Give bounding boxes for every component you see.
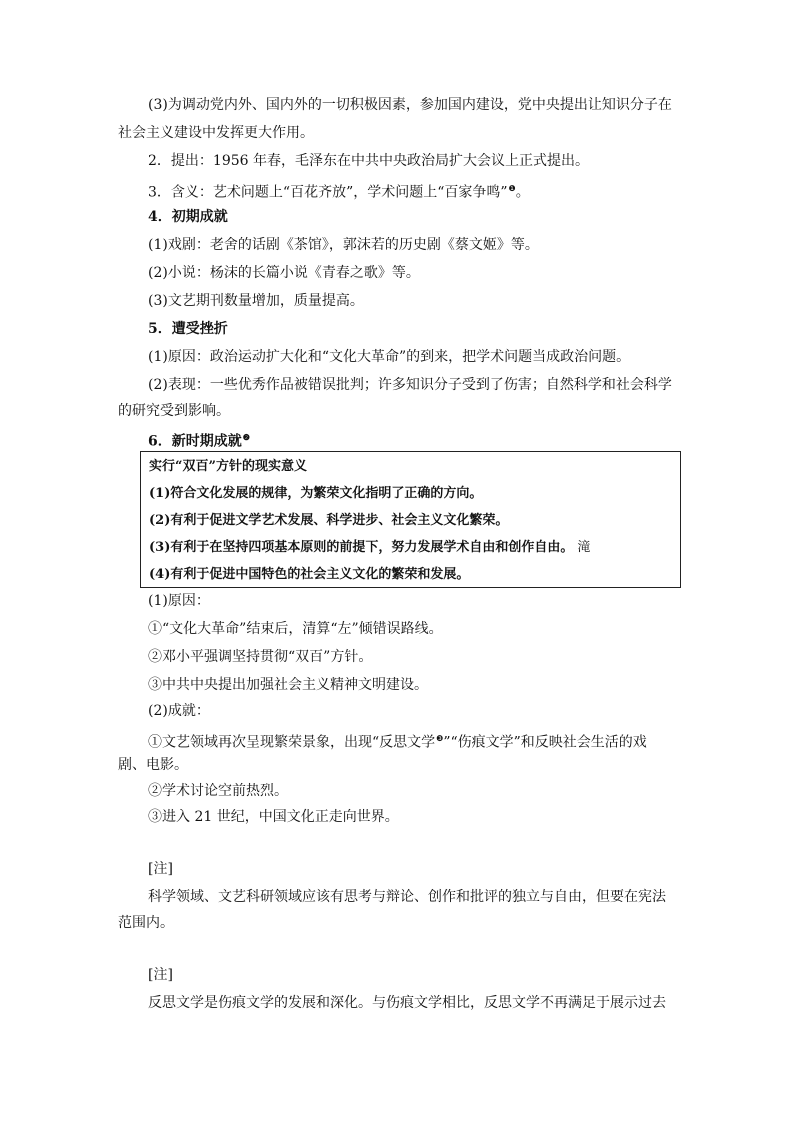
note-marker: ❸ xyxy=(436,734,444,743)
section-heading: 4．初期成就 xyxy=(148,209,228,225)
text-span: 6．新时期成就 xyxy=(148,433,242,450)
text-line: (1)戏剧：老舍的话剧《茶馆》，郭沫若的历史剧《蔡文姬》等。 xyxy=(148,237,539,253)
section-heading xyxy=(148,428,250,451)
box-item xyxy=(149,536,590,555)
text-line: 剧、电影。 xyxy=(118,757,188,773)
text-line: (2)成就： xyxy=(148,703,210,719)
text-span: 3．含义：艺术问题上“百花齐放”，学术问题上“百家争鸣” xyxy=(148,184,508,201)
stray-glyph: 滝 xyxy=(577,540,591,555)
text-line: (2)小说：杨沫的长篇小说《青春之歌》等。 xyxy=(148,265,420,281)
text-line: ③中共中央提出加强社会主义精神文明建设。 xyxy=(148,677,428,693)
box-item: (2)有利于促进文学艺术发展、科学进步、社会主义文化繁荣。 xyxy=(149,513,509,528)
section-heading: 5．遭受挫折 xyxy=(148,321,228,337)
text-line: 社会主义建设中发挥更大作用。 xyxy=(118,125,314,141)
text-line xyxy=(148,730,647,752)
note-text: 反思文学是伤痕文学的发展和深化。与伤痕文学相比，反思文学不再满足于展示过去 xyxy=(148,995,666,1011)
text-line: ①“文化大革命”结束后，清算“左”倾错误路线。 xyxy=(148,621,443,637)
note-marker: ❶ xyxy=(508,184,516,193)
text-line: 2．提出：1956 年春，毛泽东在中共中央政治局扩大会议上正式提出。 xyxy=(148,153,589,169)
box-item: (4)有利于促进中国特色的社会主义文化的繁荣和发展。 xyxy=(149,567,470,582)
text-line: (3)文艺期刊数量增加，质量提高。 xyxy=(148,293,364,309)
text-line: 的研究受到影响。 xyxy=(118,403,230,419)
text-line: ②学术讨论空前热烈。 xyxy=(148,783,288,799)
text-span: ”“伤痕文学”和反映社会生活的戏 xyxy=(443,734,647,751)
text-line: ②邓小平强调坚持贯彻“双百”方针。 xyxy=(148,649,373,665)
box-item: (1)符合文化发展的规律，为繁荣文化指明了正确的方向。 xyxy=(149,486,483,501)
note-marker: ❷ xyxy=(242,432,250,442)
text-line: (1)原因： xyxy=(148,593,210,609)
text-line: (3)为调动党内外、国内外的一切积极因素，参加国内建设，党中央提出让知识分子在 xyxy=(148,97,672,113)
box-title: 实行“双百”方针的现实意义 xyxy=(149,459,307,474)
text-line xyxy=(148,180,530,202)
text-span: (3)有利于在坚持四项基本原则的前提下，努力发展学术自由和创作自由。 xyxy=(149,540,574,555)
note-label: [注] xyxy=(148,861,173,877)
note-label: [注] xyxy=(148,967,173,983)
note-text: 范围内。 xyxy=(118,915,174,931)
info-box xyxy=(140,451,681,588)
text-line: ③进入 21 世纪，中国文化正走向世界。 xyxy=(148,809,399,825)
text-line: (2)表现：一些优秀作品被错误批判；许多知识分子受到了伤害；自然科学和社会科学 xyxy=(148,377,672,393)
text-span: 。 xyxy=(515,184,530,201)
note-text: 科学领域、文艺科研领域应该有思考与辩论、创作和批评的独立与自由，但要在宪法 xyxy=(148,889,666,905)
text-line: (1)原因：政治运动扩大化和“文化大革命”的到来，把学术问题当成政治问题。 xyxy=(148,349,631,365)
text-span: ①文艺领域再次呈现繁荣景象，出现“反思文学 xyxy=(148,734,436,751)
